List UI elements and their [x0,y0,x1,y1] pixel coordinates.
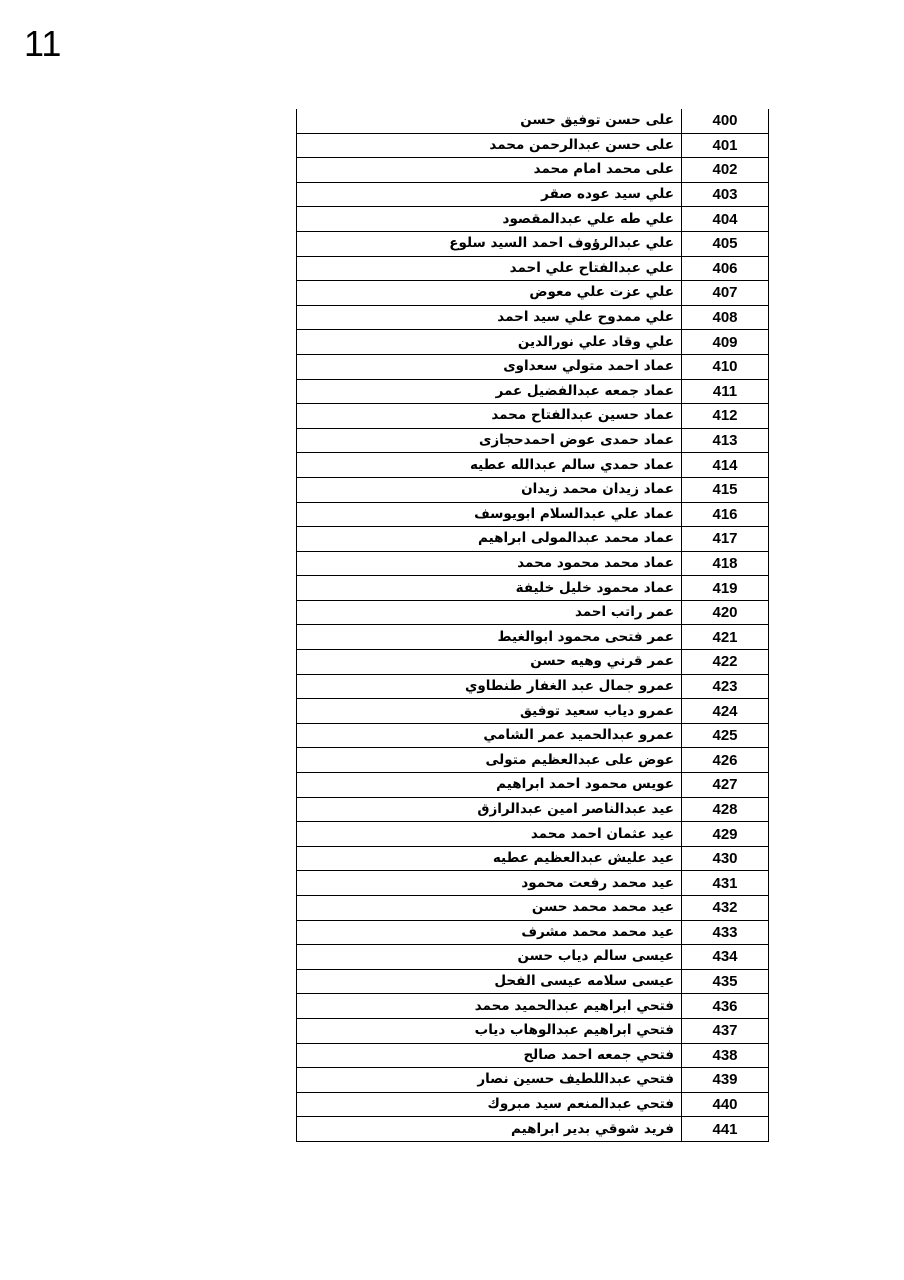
table-row [297,822,769,847]
row-name: علي عبدالرؤوف احمد السيد سلوع [297,231,682,256]
row-number: 414 [682,453,769,478]
row-name: عوض على عبدالعظيم متولى [297,748,682,773]
row-name: عماد محمد عبدالمولى ابراهيم [297,527,682,552]
row-name: عيد محمد محمد مشرف [297,920,682,945]
table-row [297,551,769,576]
row-number: 412 [682,404,769,429]
row-name: علي ممدوح علي سيد احمد [297,305,682,330]
row-name: عيد عثمان احمد محمد [297,822,682,847]
row-number: 409 [682,330,769,355]
row-number: 437 [682,1018,769,1043]
row-number: 411 [682,379,769,404]
row-name: على حسن عبدالرحمن محمد [297,133,682,158]
table-row [297,945,769,970]
row-name: علي طه علي عبدالمقصود [297,207,682,232]
row-name: عيد عليش عبدالعظيم عطيه [297,846,682,871]
table-row [297,453,769,478]
row-number: 407 [682,281,769,306]
row-name: عماد احمد متولي سعداوى [297,354,682,379]
row-number: 400 [682,109,769,133]
names-table-body [297,109,769,1141]
row-number: 401 [682,133,769,158]
row-number: 405 [682,231,769,256]
row-number: 429 [682,822,769,847]
row-number: 418 [682,551,769,576]
row-number: 426 [682,748,769,773]
page-number: 11 [24,23,62,64]
row-number: 413 [682,428,769,453]
row-number: 419 [682,576,769,601]
row-number: 424 [682,699,769,724]
table-row [297,1018,769,1043]
row-name: عمر راتب احمد [297,600,682,625]
row-number: 421 [682,625,769,650]
table-row [297,158,769,183]
row-number: 423 [682,674,769,699]
row-number: 434 [682,945,769,970]
row-number: 439 [682,1068,769,1093]
row-number: 430 [682,846,769,871]
row-name: عماد حمدي سالم عبدالله عطيه [297,453,682,478]
row-name: عيد محمد محمد حسن [297,896,682,921]
row-name: فتحي ابراهيم عبدالوهاب دياب [297,1018,682,1043]
table-row [297,1092,769,1117]
row-name: عماد حمدى عوض احمدحجازى [297,428,682,453]
row-number: 403 [682,182,769,207]
row-name: عمرو عبدالحميد عمر الشامي [297,723,682,748]
table-row [297,330,769,355]
row-name: علي عبدالفتاح علي احمد [297,256,682,281]
table-row [297,969,769,994]
table-row [297,133,769,158]
table-row [297,723,769,748]
row-name: فتحي عبدالمنعم سيد مبروك [297,1092,682,1117]
row-number: 433 [682,920,769,945]
table-row [297,699,769,724]
row-number: 406 [682,256,769,281]
row-number: 440 [682,1092,769,1117]
row-number: 417 [682,527,769,552]
table-row [297,379,769,404]
table-row [297,477,769,502]
row-number: 408 [682,305,769,330]
table-row [297,797,769,822]
table-row [297,650,769,675]
names-table [296,109,769,1142]
row-number: 402 [682,158,769,183]
row-name: عماد محمود خليل خليفة [297,576,682,601]
table-row [297,256,769,281]
row-number: 431 [682,871,769,896]
row-name: عماد زيدان محمد زيدان [297,477,682,502]
row-number: 438 [682,1043,769,1068]
row-name: عماد جمعه عبدالفضيل عمر [297,379,682,404]
table-row [297,896,769,921]
row-number: 436 [682,994,769,1019]
row-name: فريد شوقي بدير ابراهيم [297,1117,682,1142]
row-name: علي سيد عوده صقر [297,182,682,207]
table-row [297,428,769,453]
row-name: فتحي ابراهيم عبدالحميد محمد [297,994,682,1019]
row-name: عيد محمد رفعت محمود [297,871,682,896]
table-row [297,1068,769,1093]
row-name: عيسى سالم دياب حسن [297,945,682,970]
row-name: على محمد امام محمد [297,158,682,183]
table-row [297,994,769,1019]
row-name: عمرو دياب سعيد توفيق [297,699,682,724]
row-name: عمر فتحى محمود ابوالغيط [297,625,682,650]
row-number: 420 [682,600,769,625]
table-row [297,600,769,625]
row-number: 428 [682,797,769,822]
row-name: فتحي عبداللطيف حسين نصار [297,1068,682,1093]
table-row [297,1043,769,1068]
row-number: 416 [682,502,769,527]
table-row [297,674,769,699]
row-name: علي وقاد علي نورالدين [297,330,682,355]
table-row [297,1117,769,1142]
table-row [297,207,769,232]
row-number: 441 [682,1117,769,1142]
row-number: 432 [682,896,769,921]
table-row [297,920,769,945]
row-name: عيد عبدالناصر امين عبدالرازق [297,797,682,822]
row-name: عماد حسين عبدالفتاح محمد [297,404,682,429]
row-name: فتحي جمعه احمد صالح [297,1043,682,1068]
table-row [297,182,769,207]
row-name: على حسن توفيق حسن [297,109,682,133]
row-name: عماد محمد محمود محمد [297,551,682,576]
table-row [297,576,769,601]
table-row [297,404,769,429]
row-name: عيسى سلامه عيسى الفحل [297,969,682,994]
table-row [297,846,769,871]
row-name: علي عزت علي معوض [297,281,682,306]
table-row [297,773,769,798]
row-number: 427 [682,773,769,798]
table-row [297,305,769,330]
row-name: عمرو جمال عبد الغفار طنطاوي [297,674,682,699]
row-name: عماد علي عبدالسلام ابويوسف [297,502,682,527]
table-row [297,527,769,552]
table-row [297,871,769,896]
row-number: 415 [682,477,769,502]
table-row [297,625,769,650]
row-number: 410 [682,354,769,379]
table-row [297,502,769,527]
row-number: 435 [682,969,769,994]
table-row [297,231,769,256]
table-row [297,354,769,379]
row-name: عمر قرني وهيه حسن [297,650,682,675]
row-number: 404 [682,207,769,232]
table-row [297,748,769,773]
table-row [297,109,769,133]
table-row [297,281,769,306]
row-name: عويس محمود احمد ابراهيم [297,773,682,798]
row-number: 422 [682,650,769,675]
row-number: 425 [682,723,769,748]
